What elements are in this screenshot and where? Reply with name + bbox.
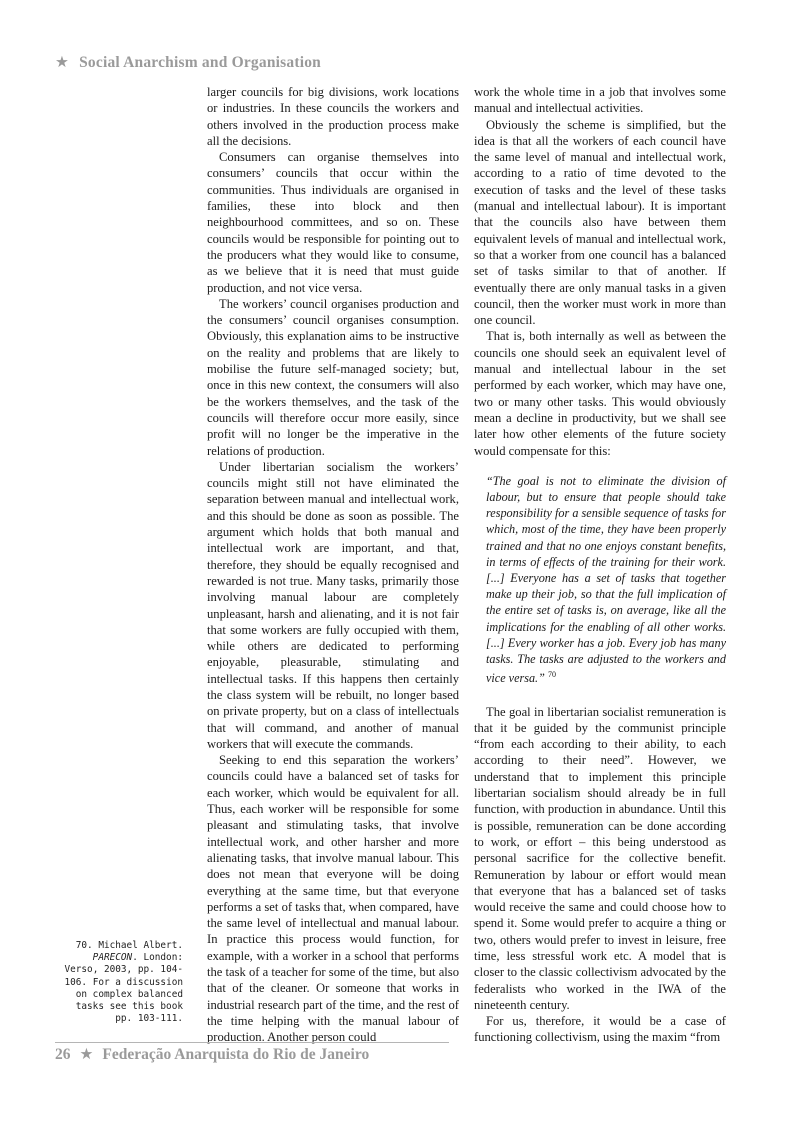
paragraph: Under libertarian socialism the workers’ councils might still not have eliminated the separation between manual and intellectual work, and this should be done as soon as possible. The argument which holds that both manual and intellectual work are important, and that, therefore, they should be equally recognised and rewarded is not true. Many tasks, primarily those involving manual labour are completely unpleasant, harsh and alienating, and it is not fair that some workers are fully occupied with them, while others are dedicated to performing enjoyable, pleasurable, stimulating and intellectual tasks. If this happens then certainly the class system will be rebuilt, no longer based on private property, but on a class of intellectuals that will command, and another of manual workers that will execute the commands. xyxy=(207,459,459,751)
page-number: 26 xyxy=(55,1046,71,1063)
paragraph: The workers’ council organises production and the consumers’ council organises consumption. Obviously, this explanation aims to be instructive on the reality and problems that are likely to mobilise the future self-managed society; but, once in this new context, the consumers will also be the workers themselves, and the task of the councils will therefore occur more easily, since profit will no longer be the imperative in the relations of production. xyxy=(207,296,459,458)
sidenote xyxy=(55,940,183,1025)
running-head-title: Social Anarchism and Organisation xyxy=(79,54,321,71)
footer xyxy=(55,1045,369,1064)
paragraph: Consumers can organise themselves into consumers’ councils that occur within the communities. Thus individuals are organised in families, these into block and then neighbourhood committees, and so on. These councils would be responsible for pointing out to the producers what they would like to consume, as we believe that it is need that must guide production, and not vice versa. xyxy=(207,150,459,295)
running-head xyxy=(55,53,321,72)
sidenote-rest: . London: Verso, 2003, pp. 104-106. For a discussion on complex balanced tasks see this book pp. 103-111. xyxy=(64,952,183,1025)
sidenote-title: PARECON xyxy=(92,952,133,964)
quote-text: “The goal is not to eliminate the division of labour, but to ensure that people should take responsibility for a sensible sequence of tasks for which, most of the time, they have been properly trained and that no one enjoys constant benefits, in terms of effects of the training for their work. [...] Everyone has a set of tasks that together make up their job, so that the full implication of the entire set of tasks is, on average, like all the implications for the enabling of all other works. [...] Every worker has a job. Every job has many tasks. The tasks are adjusted to the workers and vice versa.” xyxy=(486,473,726,686)
paragraph: Obviously the scheme is simplified, but the idea is that all the workers of each council have the same level of manual and intellectual work, according to a ratio of time devoted to the execution of tasks and the level of these tasks (manual and intellectual labour). It is important that the councils also have between them equivalent levels of manual and intellectual work, so that a worker from one council has a balanced set of tasks similar to that of another. If eventually there are only manual tasks in a given council, then the worker must work in more than one council. xyxy=(474,117,726,328)
paragraph: Seeking to end this separation the workers’ councils could have a balanced set of tasks for each worker, which would be equivalent for all. Thus, each worker will be responsible for some pleasant and stimulating tasks, that involve intellectual work, and other harsher and more alienating tasks, that involve manual labour. This does not mean that everyone will be doing everything at the same time, but that everyone performs a set of tasks that, when compared, have the same level of intellectual and manual labour. In practice this process would function, for example, with a worker in a school that performs the task of a teacher for some of the time, but also that of the cleaner. Or someone that works in industrial research part of the time, and the rest of the time helping with the manual labour of production. Another person could xyxy=(207,753,459,1045)
footer-rule xyxy=(55,1042,449,1043)
star-icon: ★ xyxy=(55,54,70,71)
right-column xyxy=(474,84,726,1046)
left-column xyxy=(207,84,459,1046)
paragraph: larger councils for big divisions, work locations or industries. In these councils the workers and others involved in the production process make all the decisions. xyxy=(207,85,459,148)
paragraph: work the whole time in a job that involves some manual and intellectual activities. xyxy=(474,85,726,116)
footnote-ref[interactable]: 70 xyxy=(547,670,556,680)
paragraph: For us, therefore, it would be a case of functioning collectivism, using the maxim “from xyxy=(474,1014,726,1045)
paragraph: The goal in libertarian socialist remuneration is that it be guided by the communist principle “from each according to their ability, to each according to their need”. However, we understand that to implement this principle libertarian socialism should already be in full function, with production in abundance. Until this is possible, remuneration can be done according to work, or effort – this being understood as personal sacrifice for the collective benefit. Remuneration by labour or effort would mean that everyone that has a balanced set of tasks would receive the same and could choose how to spend it. Some would prefer to acquire a thing or two, others would prefer to invest in leisure, free time, less stressful work etc. A model that is closer to the classic collectivism advocated by the federalists who worked in the IWA of the nineteenth century. xyxy=(474,704,726,1012)
block-quote xyxy=(486,473,726,687)
star-icon: ★ xyxy=(79,1046,94,1063)
paragraph: That is, both internally as well as between the councils one should seek an equivalent level of manual and intellectual labour in the set performed by each worker, which may have one, two or many other tasks. This would obviously mean a decline in productivity, but we shall see later how other elements of the future society would compensate for this: xyxy=(474,329,726,458)
publisher-name: Federação Anarquista do Rio de Janeiro xyxy=(102,1046,370,1063)
sidenote-prefix: 70. Michael Albert. xyxy=(75,940,183,951)
